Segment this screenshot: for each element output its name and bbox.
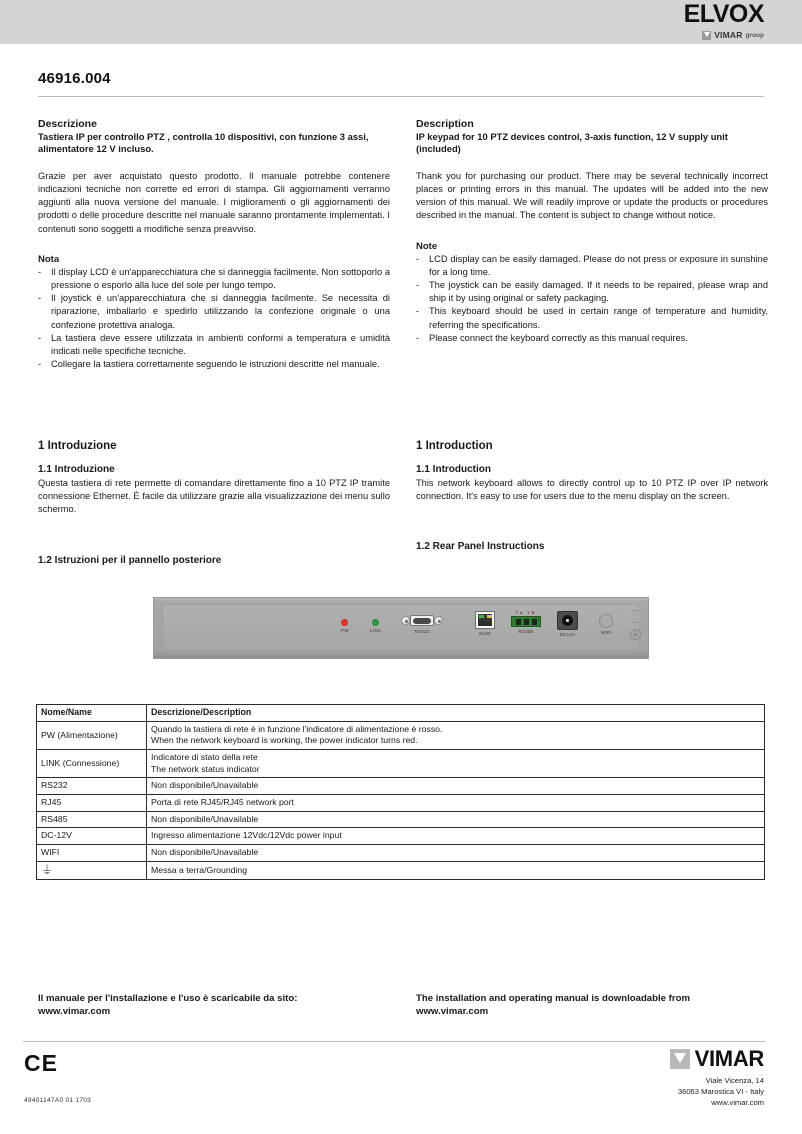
link-led-group (370, 619, 382, 633)
list-item (38, 358, 390, 371)
it-download-url[interactable]: www.vimar.com (38, 1006, 111, 1018)
rs485-connector-icon (511, 611, 541, 627)
en-description-title: Description (416, 118, 474, 130)
row-name: RS485 (37, 811, 147, 828)
bullet-dash-icon: - (416, 306, 420, 317)
row-name: WIFI (37, 845, 147, 862)
it-note-text: Collegare la tastiera correttamente seguendo le istruzioni descritte nel manuale. (51, 359, 380, 370)
rs232-port-group (400, 614, 444, 634)
hex-standoff-group (629, 610, 643, 623)
it-note-list (38, 266, 390, 372)
ce-mark-icon: CE (24, 1050, 58, 1076)
brand-header-band (0, 0, 802, 44)
en-chapter-title: 1 Introduction (416, 440, 493, 452)
link-led-label: LINK (370, 628, 382, 633)
row-description: Non disponibile/Unavailable (147, 778, 765, 795)
link-led-icon (372, 619, 379, 626)
row-description: Porta di rete RJ45/RJ45 network port (147, 795, 765, 812)
table-row (37, 845, 765, 862)
bullet-dash-icon: - (416, 332, 420, 343)
dc12v-port-label: DC12V (559, 632, 576, 637)
row-name: RS232 (37, 778, 147, 795)
dc12v-port-group (557, 611, 578, 637)
rj45-port-label: RJ45 (479, 631, 491, 636)
wifi-antenna-hole-icon (599, 614, 613, 628)
row-description-it: Quando la tastiera di rete è in funzione l'indicatore di alimentazione è rosso. (151, 723, 443, 734)
list-item (416, 279, 768, 305)
row-description-en: The network status indicator (151, 763, 260, 774)
table-header-name: Nome/Name (37, 705, 147, 722)
product-code: 46916.004 (38, 70, 111, 87)
row-description: Non disponibile/Unavailable (147, 811, 765, 828)
en-download-url[interactable]: www.vimar.com (416, 1006, 489, 1018)
en-chapter-body: This network keyboard allows to directly control up to 10 PTZ IP over IP network connection. It's easy to use for users due to the menu display on the screen. (416, 478, 768, 502)
row-description: Ingresso alimentazione 12Vdc/12Vdc power input (147, 828, 765, 845)
hex-standoff-icon (629, 610, 643, 623)
row-description (147, 721, 765, 749)
row-name: LINK (Connessione) (37, 750, 147, 778)
rs485-port-label: RS485 (518, 629, 534, 634)
header-divider (38, 96, 764, 97)
pw-led-icon (341, 619, 348, 626)
it-download-note (38, 992, 390, 1018)
en-description-body: Thank you for purchasing our product. There may be several technically incorrect places or printing errors in this manual. The updates will be added into the new version of this manual. We will readily improve or update the products or procedures described in the manual. The content is subject to change without notice. (416, 170, 768, 221)
list-item (38, 332, 390, 358)
it-description-body: Grazie per aver acquistato questo prodotto. Il manuale potrebbe contenere indicazioni tecniche non corrette ed errori di stampa. Gli aggiornamenti verranno aggiunti alla nuova versione del manuale. I miglioramenti o gli aggiornamenti dei prodotti o delle procedure descritte nel manuale saranno prontamente implementati. I contenuti sono soggetti a modifiche senza preavviso. (38, 170, 390, 234)
elvox-wordmark: ELVOX (683, 0, 764, 28)
list-item (416, 305, 768, 331)
vimar-group-name: VIMAR (714, 30, 743, 40)
product-code-block (38, 70, 764, 97)
pw-led-label: PW (341, 628, 349, 633)
italian-column (38, 118, 390, 371)
table-row (37, 721, 765, 749)
en-note-title: Note (416, 240, 438, 252)
en-download-note (416, 992, 768, 1018)
vimar-triangle-icon (670, 1049, 690, 1069)
row-description: Messa a terra/Grounding (147, 861, 765, 880)
table-row (37, 795, 765, 812)
ground-terminal-group (630, 629, 641, 640)
address-street: Viale Vicenza, 14 (705, 1076, 764, 1085)
list-item (38, 292, 390, 332)
en-note-list (416, 253, 768, 345)
address-city: 36063 Marostica VI - Italy (677, 1087, 764, 1096)
it-description-title: Descrizione (38, 118, 97, 130)
list-item (416, 332, 768, 345)
table-row (37, 778, 765, 795)
it-chapter-title: 1 Introduzione (38, 440, 117, 452)
row-name: DC-12V (37, 828, 147, 845)
row-description-it: Indicatore di stato della rete (151, 752, 258, 763)
english-column (416, 118, 768, 345)
rs232-port-label: RS232 (414, 629, 430, 634)
wifi-port-label: WIFI (600, 630, 612, 635)
row-name: RJ45 (37, 795, 147, 812)
it-note-title: Nota (38, 253, 60, 265)
en-note-text: LCD display can be easily damaged. Please do not press or exposure in sunshine for a long time. (429, 253, 768, 277)
screw-icon (434, 616, 443, 625)
row-description: Non disponibile/Unavailable (147, 845, 765, 862)
it-chapter-body: Questa tastiera di rete permette di comandare direttamente fino a 10 PTZ IP tramite connessione Ethernet. È facile da utilizzare grazie alla visualizzazione dei menu sullo schermo. (38, 478, 390, 515)
en-download-text: The installation and operating manual is downloadable from (416, 993, 690, 1004)
list-item (416, 253, 768, 279)
rear-panel-figure (153, 597, 649, 659)
vimar-address (670, 1075, 764, 1108)
vimar-footer-block (670, 1048, 764, 1108)
rj45-connector-icon (475, 611, 495, 629)
en-description-lead: IP keypad for 10 PTZ devices control, 3-axis function, 12 V supply unit (included) (416, 131, 728, 155)
elvox-logo (684, 2, 764, 40)
it-note-text: La tastiera deve essere utilizzata in ambienti conformi a temperatura e umidità indicati nelle specifiche tecniche. (51, 332, 390, 356)
it-description-lead: Tastiera IP per controllo PTZ , controlla 10 dispositivi, con funzione 3 assi, alimentatore 12 V incluso. (38, 131, 369, 155)
table-row (37, 750, 765, 778)
pw-led-group (341, 619, 349, 633)
table-row (37, 828, 765, 845)
it-subchapter2-title: 1.2 Istruzioni per il pannello posteriore (38, 554, 222, 566)
bullet-dash-icon: - (416, 253, 420, 264)
vimar-triangle-icon (702, 31, 711, 40)
row-description (147, 750, 765, 778)
it-introduction (38, 440, 390, 566)
en-note-text: This keyboard should be used in certain range of temperature and humidity, referring the specifications. (429, 306, 768, 330)
manual-download-note (38, 992, 768, 1018)
dc-power-jack-icon (557, 611, 578, 630)
bullet-dash-icon: - (416, 279, 420, 290)
row-description-en: When the network keyboard is working, the power indicator turns red. (151, 735, 418, 746)
it-download-text: Il manuale per l'installazione e l'uso è scaricabile da sito: (38, 993, 298, 1004)
bullet-dash-icon: - (38, 266, 42, 277)
table-header-row (37, 705, 765, 722)
it-note-text: Il joystick è un'apparecchiatura che si danneggia facilmente. Se necessita di riparazione, imballarlo e spedirlo utilizzando la confezione originale o una confezione protettiva analoga. (51, 293, 390, 330)
table-header-description: Descrizione/Description (147, 705, 765, 722)
rs232-connector-icon (400, 614, 444, 627)
bullet-dash-icon: - (38, 359, 42, 370)
vimar-wordmark: VIMAR (694, 1046, 764, 1071)
it-note-text: Il display LCD è un'apparecchiatura che si danneggia facilmente. Non sottoporlo a pressione o esporlo alla luce del sole per lungo tempo. (51, 266, 390, 290)
address-website[interactable]: www.vimar.com (711, 1098, 764, 1107)
en-subchapter-title: 1.1 Introduction (416, 464, 491, 475)
introduction-section (38, 440, 768, 566)
en-note-text: The joystick can be easily damaged. If it needs to be repaired, please wrap and ship it by using original or safety packaging. (429, 279, 768, 304)
vimar-group-lockup (684, 30, 764, 40)
rs485-terminal-label: TA TB (515, 611, 537, 615)
rear-panel-table (36, 704, 765, 880)
rear-panel-face (162, 604, 640, 651)
list-item (38, 266, 390, 292)
table-row (37, 811, 765, 828)
db9-shell-icon (410, 615, 434, 626)
en-note-text: Please connect the keyboard correctly as this manual requires. (429, 332, 688, 343)
rs485-port-group (511, 611, 541, 634)
wifi-port-group (599, 614, 613, 635)
en-subchapter2-title: 1.2 Rear Panel Instructions (416, 541, 545, 553)
ground-symbol-icon: ⏚ (37, 861, 147, 880)
vimar-logo (670, 1048, 764, 1070)
description-section (38, 118, 768, 371)
rj45-port-group (475, 611, 495, 636)
table-row (37, 861, 765, 880)
en-introduction (416, 440, 768, 552)
row-name: PW (Alimentazione) (37, 721, 147, 749)
screw-icon (401, 616, 410, 625)
document-code: 49401147A0 01 1703 (24, 1097, 92, 1104)
footer-divider (23, 1041, 765, 1042)
bullet-dash-icon: - (38, 293, 42, 304)
it-subchapter-title: 1.1 Introduzione (38, 464, 115, 475)
vimar-group-suffix: group (745, 31, 764, 39)
ground-terminal-icon: ⏚ (632, 631, 639, 638)
bullet-dash-icon: - (38, 332, 42, 343)
